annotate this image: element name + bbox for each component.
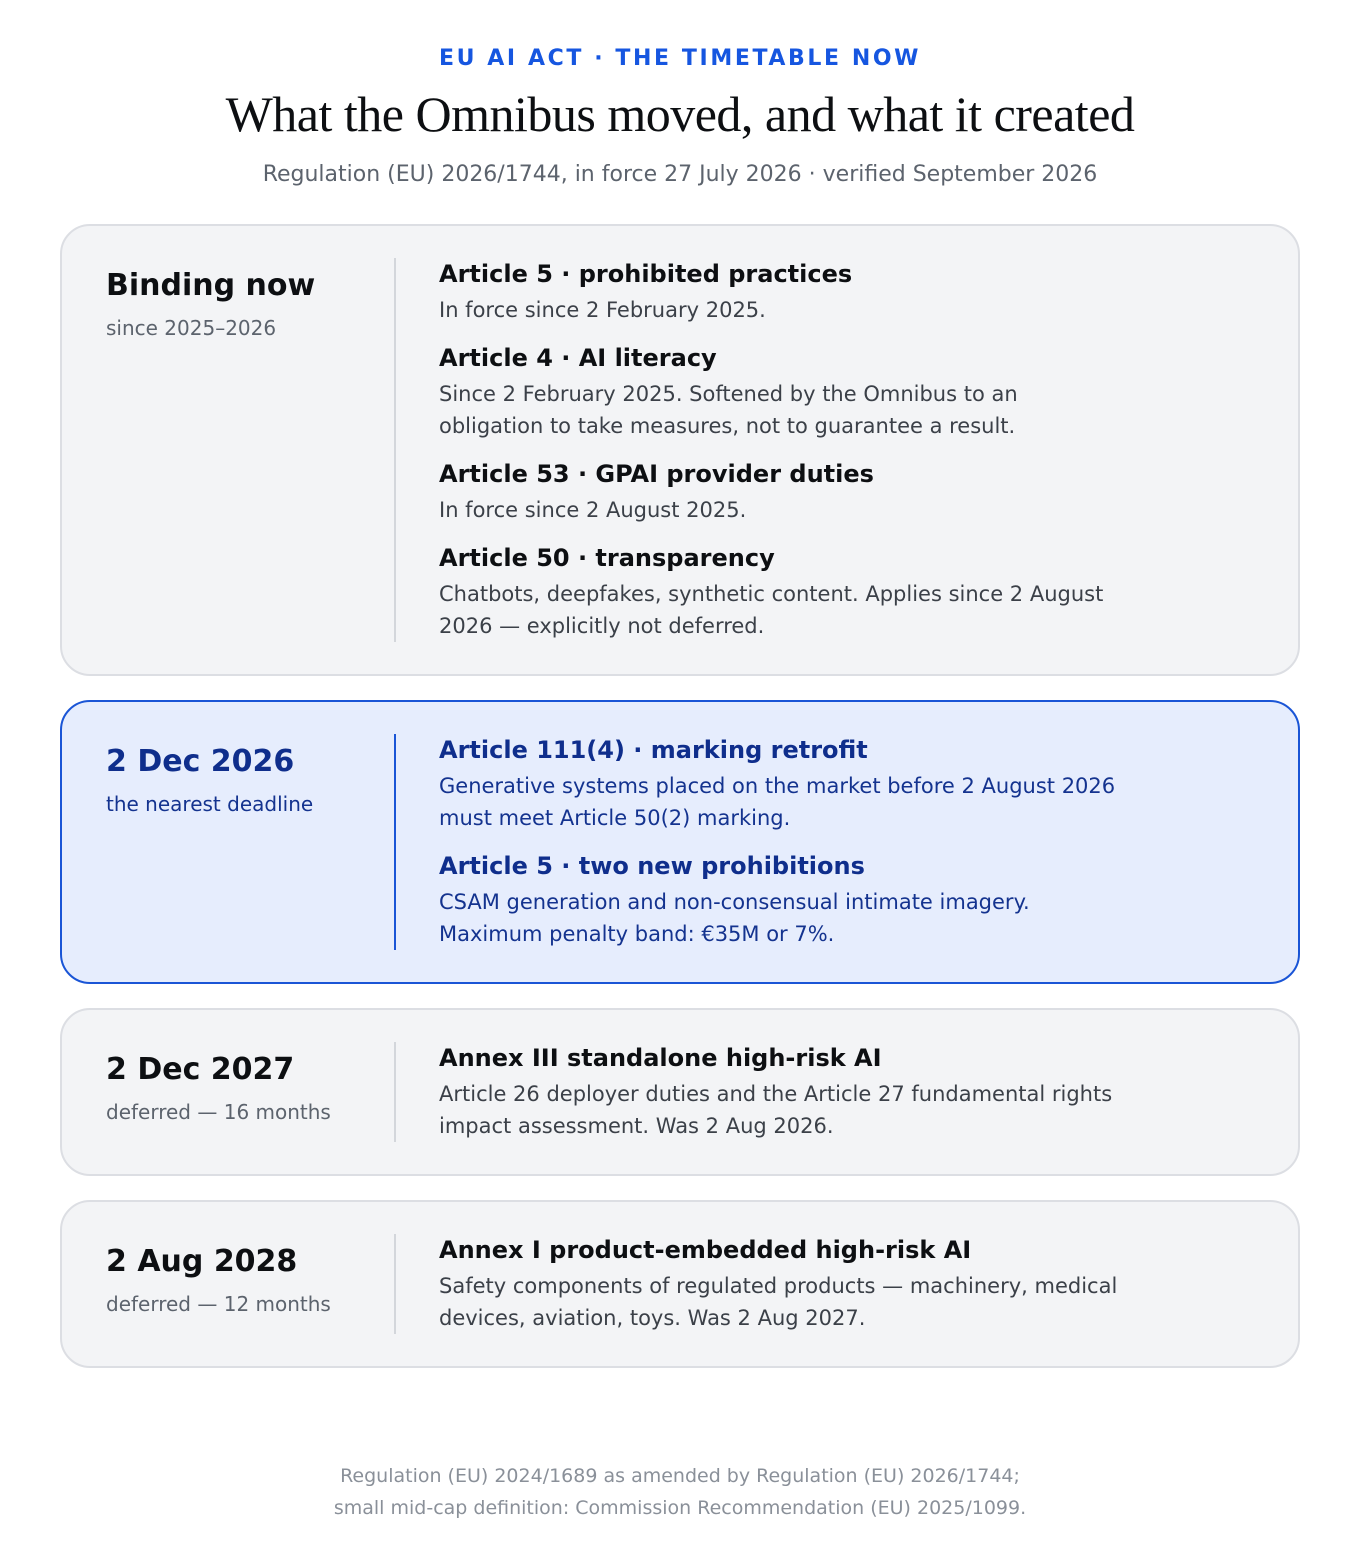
item-body: In force since 2 August 2025. — [439, 498, 747, 522]
card-date-label: 2 Aug 2028 — [106, 1244, 298, 1279]
card-when — [62, 1042, 394, 1142]
list-item — [439, 458, 1119, 526]
card-when — [62, 258, 394, 642]
item-title: Article 4 · AI literacy — [439, 344, 717, 372]
page-header — [0, 0, 1360, 190]
card-date-sub: deferred — 16 months — [106, 1100, 331, 1124]
list-item — [439, 342, 1119, 442]
list-item — [439, 850, 1119, 950]
timeline-card-2-dec-2027 — [60, 1008, 1300, 1176]
item-body: Article 26 deployer duties and the Article 27 fundamental rights impact assessment. Was 2 Aug 2026. — [439, 1082, 1113, 1138]
timeline-card-2-dec-2026 — [60, 700, 1300, 984]
card-items — [396, 1234, 1119, 1334]
item-title: Article 5 · two new prohibitions — [439, 852, 865, 880]
list-item — [439, 734, 1119, 834]
item-body: Since 2 February 2025. Softened by the Omnibus to an obligation to take measures, not to guarantee a result. — [439, 382, 1018, 438]
item-title: Annex III standalone high-risk AI — [439, 1044, 882, 1072]
card-date-sub: since 2025–2026 — [106, 316, 277, 340]
page-title: What the Omnibus moved, and what it created — [225, 86, 1135, 142]
card-date-sub: deferred — 12 months — [106, 1292, 331, 1316]
timeline-cards — [60, 224, 1300, 1392]
item-title: Article 53 · GPAI provider duties — [439, 460, 874, 488]
page-subtitle: Regulation (EU) 2026/1744, in force 27 July 2026 · verified September 2026 — [262, 162, 1098, 187]
footer-note — [0, 1460, 1360, 1524]
card-date-label: 2 Dec 2027 — [106, 1052, 295, 1087]
item-body: Generative systems placed on the market before 2 August 2026 must meet Article 50(2) marking. — [439, 774, 1116, 830]
card-date-sub: the nearest deadline — [106, 792, 314, 816]
item-body: CSAM generation and non-consensual intimate imagery. Maximum penalty band: €35M or 7%. — [439, 890, 1030, 946]
item-body: In force since 2 February 2025. — [439, 298, 766, 322]
card-items — [396, 1042, 1119, 1142]
item-title: Article 50 · transparency — [439, 544, 775, 572]
card-when — [62, 734, 394, 950]
card-items — [396, 258, 1119, 642]
timeline-card-2-aug-2028 — [60, 1200, 1300, 1368]
footer-line-1: Regulation (EU) 2024/1689 as amended by Regulation (EU) 2026/1744; — [340, 1465, 1020, 1487]
item-title: Annex I product-embedded high-risk AI — [439, 1236, 972, 1264]
card-date-label: Binding now — [106, 268, 316, 303]
card-when — [62, 1234, 394, 1334]
list-item — [439, 1042, 1119, 1142]
item-title: Article 111(4) · marking retrofit — [439, 736, 868, 764]
item-title: Article 5 · prohibited practices — [439, 260, 853, 288]
card-items — [396, 734, 1119, 950]
card-date-label: 2 Dec 2026 — [106, 744, 295, 779]
kicker: EU AI ACT · THE TIMETABLE NOW — [438, 46, 922, 71]
item-body: Safety components of regulated products — machinery, medical devices, aviation, toys. Was 2 Aug 2027. — [439, 1274, 1118, 1330]
list-item — [439, 542, 1119, 642]
timeline-card-binding-now — [60, 224, 1300, 676]
list-item — [439, 258, 1119, 326]
item-body: Chatbots, deepfakes, synthetic content. Applies since 2 August 2026 — explicitly not deferred. — [439, 582, 1104, 638]
list-item — [439, 1234, 1119, 1334]
footer-line-2: small mid-cap definition: Commission Recommendation (EU) 2025/1099. — [333, 1497, 1027, 1519]
